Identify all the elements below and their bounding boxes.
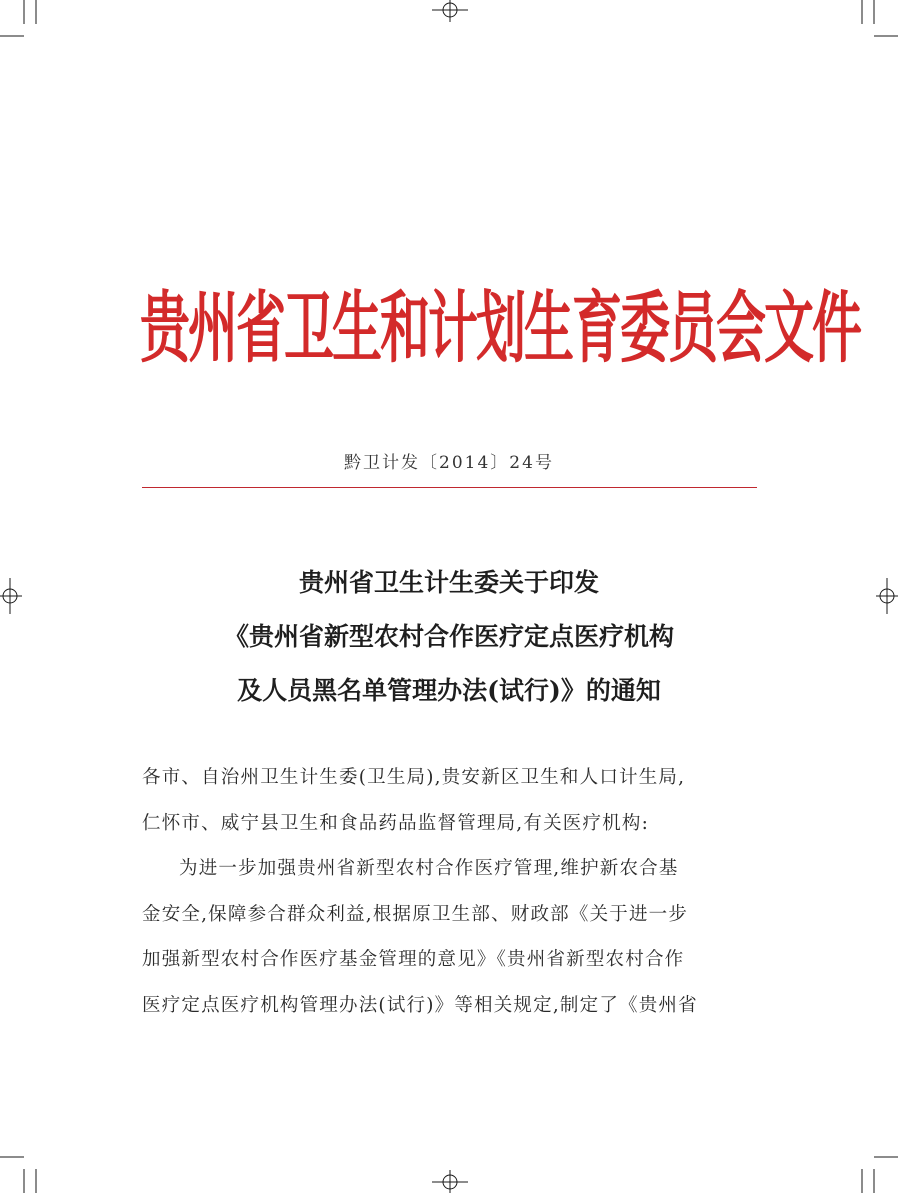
- crop-mark-bottom-right: [862, 1157, 898, 1193]
- title-line-2: 《贵州省新型农村合作医疗定点医疗机构: [223, 622, 674, 651]
- registration-mark-top: [432, 0, 468, 22]
- document-number: 黔卫计发〔2014〕24号: [344, 453, 554, 473]
- title-line-3: 及人员黑名单管理办法(试行)》的通知: [237, 676, 661, 705]
- registration-mark-right: [876, 578, 898, 614]
- masthead: 贵州省卫生和计划生育委员会文件: [140, 281, 860, 373]
- crop-mark-top-left: [0, 0, 36, 36]
- notice-body: [142, 755, 760, 1028]
- salutation-line-2: 仁怀市、威宁县卫生和食品药品监督管理局,有关医疗机构:: [142, 812, 650, 834]
- red-divider: [142, 487, 757, 488]
- body-line-4: 医疗定点医疗机构管理办法(试行)》等相关规定,制定了《贵州省: [142, 994, 698, 1016]
- salutation-line-1: 各市、自治州卫生计生委(卫生局),贵安新区卫生和人口计生局,: [142, 767, 686, 788]
- registration-mark-bottom: [432, 1170, 468, 1193]
- body-line-3: 加强新型农村合作医疗基金管理的意见》《贵州省新型农村合作: [142, 949, 685, 970]
- crop-mark-bottom-left: [0, 1157, 36, 1193]
- body-line-2: 金安全,保障参合群众利益,根据原卫生部、财政部《关于进一步: [142, 903, 689, 925]
- body-line-1: 为进一步加强贵州省新型农村合作医疗管理,维护新农合基: [179, 858, 679, 879]
- notice-title: [140, 556, 758, 718]
- crop-mark-top-right: [862, 0, 898, 36]
- title-line-1: 贵州省卫生计生委关于印发: [298, 568, 599, 597]
- registration-mark-left: [0, 578, 22, 614]
